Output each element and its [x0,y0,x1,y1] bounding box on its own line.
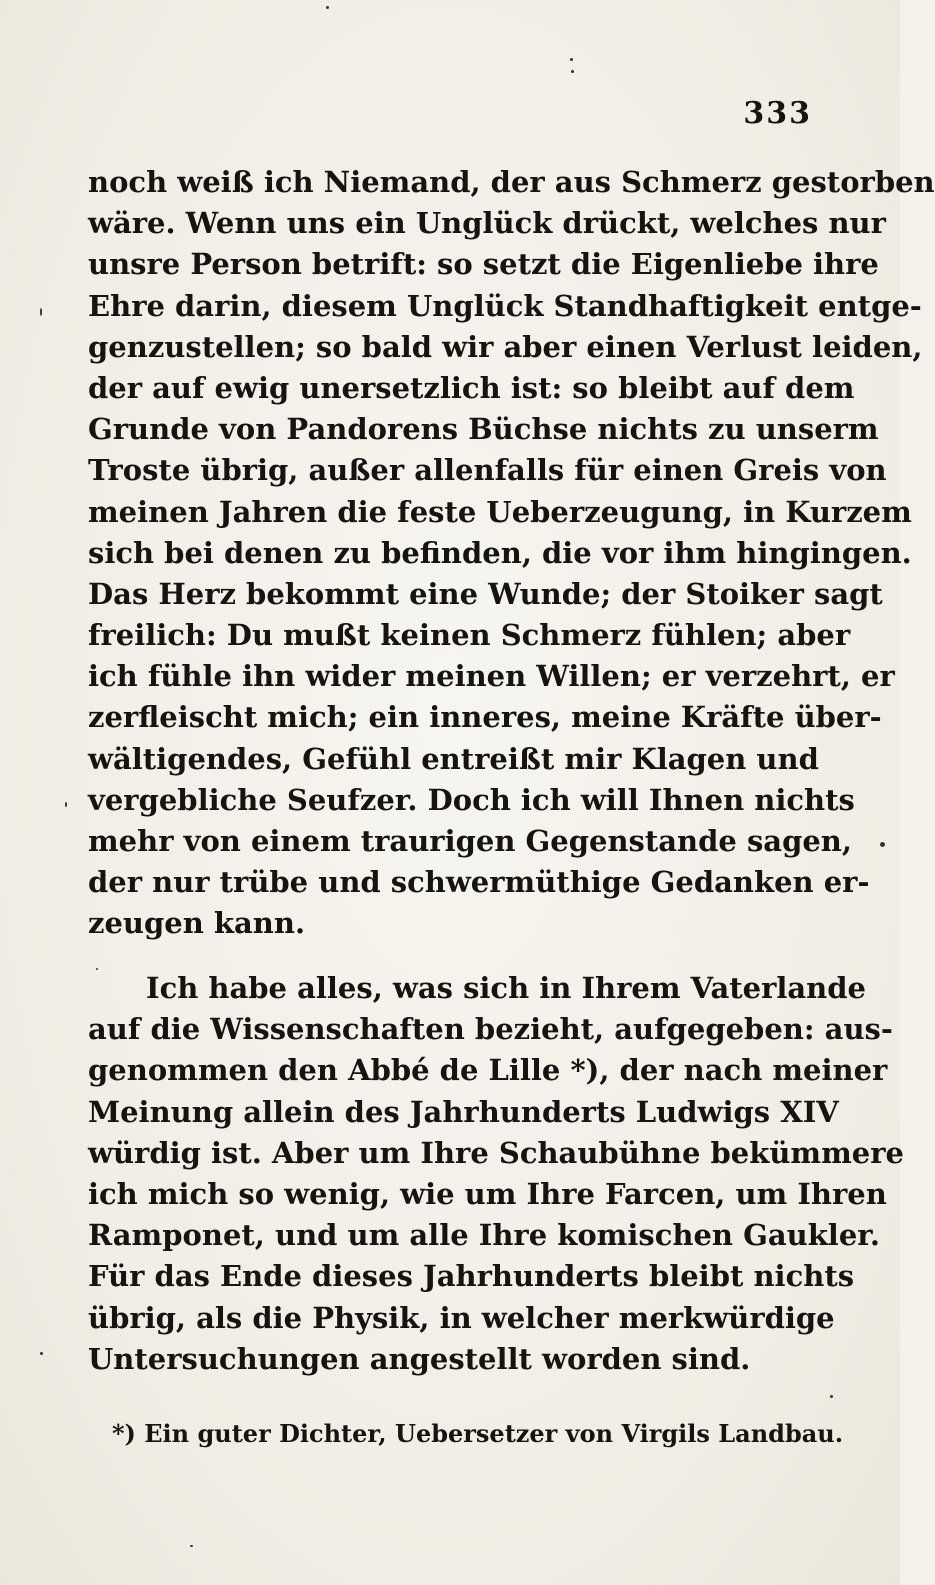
paper-speck [830,1395,833,1398]
text-line: Für das Ende dieses Jahrhunderts bleibt nichts [88,1259,855,1294]
paper-speck [570,58,573,61]
text-line: freilich: Du mußt keinen Schmerz fühlen; aber [88,618,851,653]
paper-speck [96,968,98,970]
text-line: zerfleischt mich; ein inneres, meine Kräfte über- [88,700,882,735]
paper-speck [326,6,329,9]
paper-speck [190,1545,193,1547]
text-line: sich bei denen zu befinden, die vor ihm hingingen. [88,535,912,570]
text-line: Meinung allein des Jahrhunderts Ludwigs XIV [88,1094,839,1129]
text-line: würdig ist. Aber um Ihre Schaubühne bekümmere [88,1135,904,1170]
text-line: wältigendes, Gefühl entreißt mir Klagen und [88,741,819,776]
text-line: zeugen kann. [88,906,306,941]
paper-speck [65,802,67,807]
text-line: Das Herz bekommt eine Wunde; der Stoiker sagt [88,576,883,611]
text-line: Grunde von Pandorens Büchse nichts zu unserm [88,412,879,447]
paper-speck [880,842,885,847]
text-line: Ich habe alles, was sich in Ihrem Vaterlande [146,971,866,1005]
paper-speck [40,1352,43,1355]
text-line: unsre Person betrift: so setzt die Eigenliebe ihre [88,247,879,282]
text-line: der nur trübe und schwermüthige Gedanken er- [88,865,870,900]
text-line: genzustellen; so bald wir aber einen Verlust leiden, [88,329,923,364]
text-line: auf die Wissenschaften bezieht, aufgegeben: aus- [88,1012,893,1047]
text-line: ich fühle ihn wider meinen Willen; er verzehrt, er [88,659,895,694]
text-line: Troste übrig, außer allenfalls für einen Greis von [88,453,887,488]
paper-speck [571,70,574,73]
text-line: der auf ewig unersetzlich ist: so bleibt auf dem [88,370,855,405]
text-line: meinen Jahren die feste Ueberzeugung, in Kurzem [88,494,912,529]
text-line: vergebliche Seufzer. Doch ich will Ihnen nichts [88,782,855,817]
paragraph-1 [88,162,935,945]
text-line: Ramponet, und um alle Ihre komischen Gaukler. [88,1218,880,1253]
text-line: ich mich so wenig, wie um Ihre Farcen, um Ihren [88,1176,887,1211]
text-line: Untersuchungen angestellt worden sind. [88,1341,751,1376]
text-line: übrig, als die Physik, in welcher merkwürdige [88,1300,835,1335]
text-line: genommen den Abbé de Lille *), der nach meiner [88,1053,888,1088]
paper-speck [40,308,42,316]
footnote: *) Ein guter Dichter, Uebersetzer von Virgils Landbau. [112,1419,844,1448]
page-number: 333 [743,96,812,131]
text-line: noch weiß ich Niemand, der aus Schmerz gestorben [88,165,935,199]
text-line: Ehre darin, diesem Unglück Standhaftigkeit entge- [88,288,922,323]
paragraph-2 [88,968,904,1380]
text-line: mehr von einem traurigen Gegenstande sagen, [88,824,852,858]
text-line: wäre. Wenn uns ein Unglück drückt, welches nur [88,206,886,241]
